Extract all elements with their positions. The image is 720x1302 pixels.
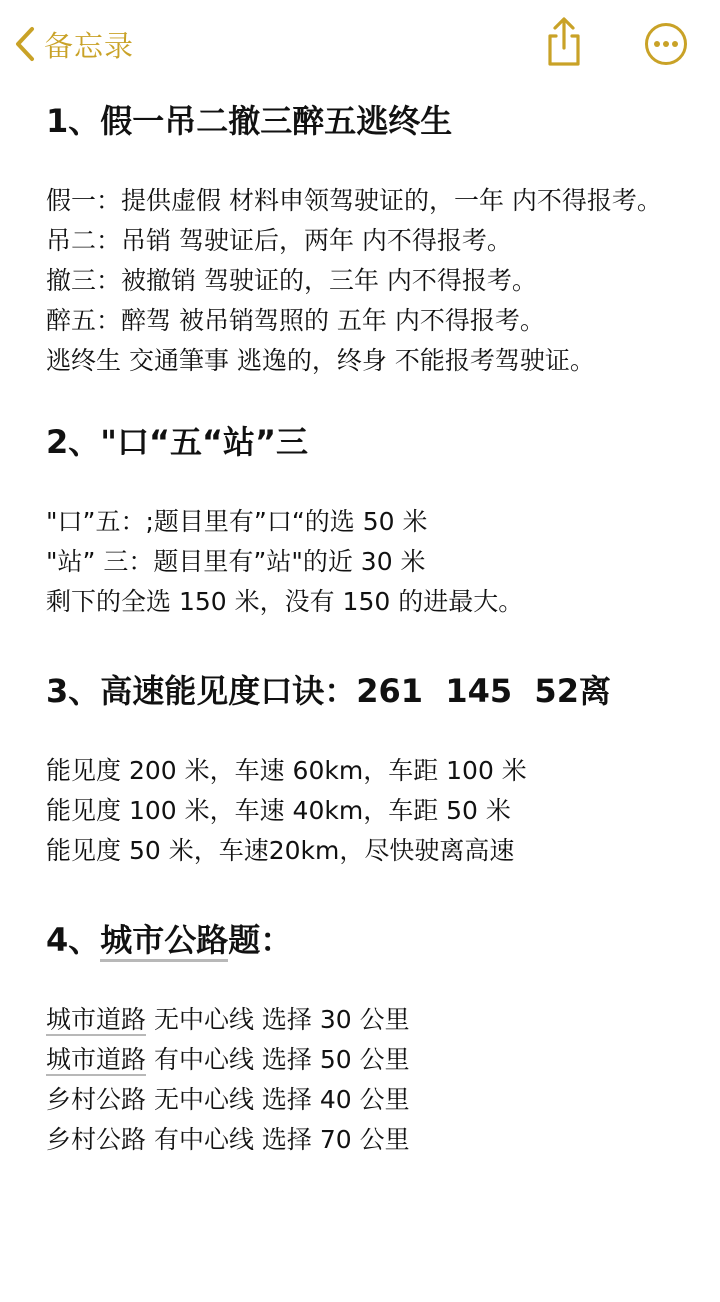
navigation-bar: [0, 0, 720, 90]
section-heading: [46, 915, 696, 965]
heading-prefix: 4、: [46, 921, 101, 959]
section-lines: [46, 751, 696, 871]
section-heading: 1、假一吊二撤三醉五逃终生: [46, 102, 453, 140]
section-lines: [46, 502, 696, 622]
line-rest: 无中心线 选择 30 公里: [146, 1005, 410, 1034]
note-line: 假一：提供虚假 材料申领驾驶证的，一年 内不得报考。: [46, 186, 662, 215]
section-heading: 3、高速能见度口诀：261 145 52离: [46, 672, 611, 710]
note-line: 乡村公路 有中心线 选择 70 公里: [46, 1125, 410, 1154]
note-body[interactable]: [46, 96, 696, 1160]
line-rest: 有中心线 选择 50 公里: [146, 1045, 410, 1074]
underlined-term: 城市道路: [46, 1005, 147, 1034]
note-line: 剩下的全选 150 米，没有 150 的进最大。: [46, 587, 524, 616]
note-section-4: [46, 915, 696, 1160]
section-lines: [46, 181, 696, 381]
share-icon: [542, 53, 586, 72]
note-line: 能见度 50 米，车速20km，尽快驶离高速: [46, 836, 515, 865]
note-line: 撤三：被撤销 驾驶证的，三年 内不得报考。: [46, 266, 537, 295]
back-button[interactable]: [14, 22, 134, 66]
note-line: [46, 1040, 696, 1080]
note-line: [46, 1000, 696, 1040]
more-icon: [644, 51, 688, 70]
note-line: 逃终生 交通筆事 逃逸的，终身 不能报考驾驶证。: [46, 346, 595, 375]
section-lines: [46, 1000, 696, 1160]
more-button[interactable]: [644, 22, 688, 66]
back-label: 备忘录: [44, 28, 135, 63]
chevron-left-icon: [14, 26, 36, 62]
note-line: "口”五：;题目里有”口“的选 50 米: [46, 507, 428, 536]
share-button[interactable]: [542, 16, 586, 68]
note-section-2: [46, 417, 696, 622]
underlined-term: 城市道路: [46, 1045, 147, 1074]
note-section-1: [46, 96, 696, 381]
note-line: 乡村公路 无中心线 选择 40 公里: [46, 1085, 410, 1114]
heading-suffix: 题：: [228, 921, 293, 959]
note-line: 吊二：吊销 驾驶证后，两年 内不得报考。: [46, 226, 512, 255]
note-line: 能见度 100 米，车速 40km，车距 50 米: [46, 796, 511, 825]
note-line: 能见度 200 米，车速 60km，车距 100 米: [46, 756, 527, 785]
note-line: "站” 三：题目里有”站"的近 30 米: [46, 547, 426, 576]
section-heading: 2、"口“五“站”三: [46, 423, 309, 461]
note-line: 醉五：醉驾 被吊销驾照的 五年 内不得报考。: [46, 306, 545, 335]
note-section-3: [46, 666, 696, 871]
heading-underlined-term: 城市公路: [100, 921, 228, 962]
